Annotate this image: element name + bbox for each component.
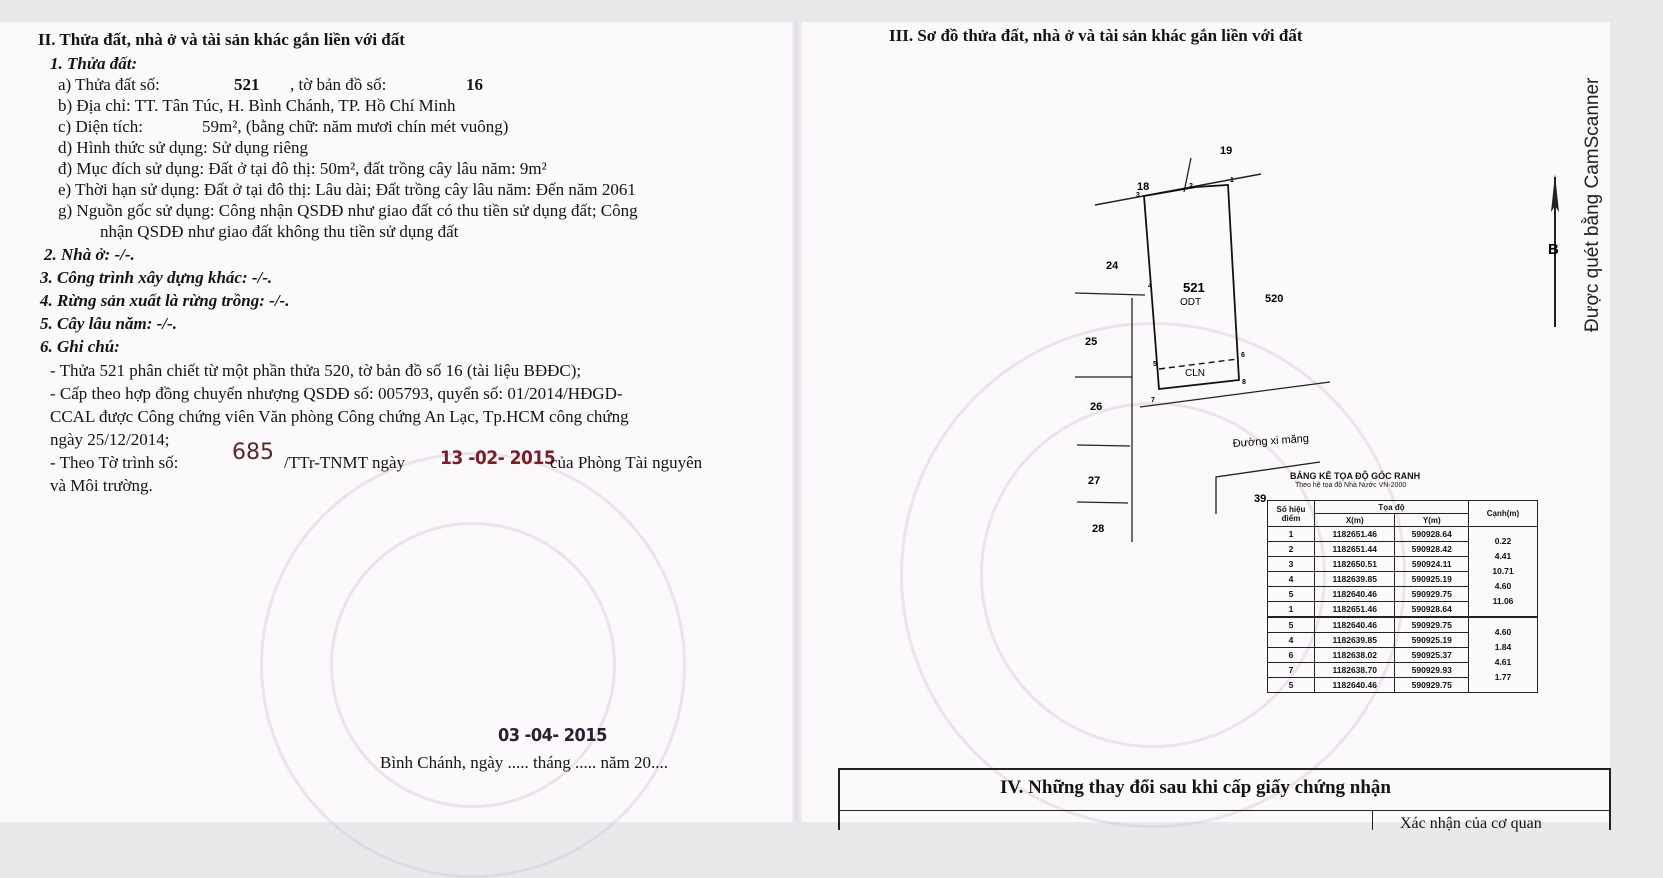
map-sheet-label: , tờ bản đồ số: [290, 75, 387, 94]
note-3-label: - Theo Tờ trình số: [50, 453, 179, 472]
y-coord-cell: 590928.64 [1395, 527, 1469, 542]
scanner-watermark: Được quét bằng CamScanner [1582, 77, 1603, 332]
edge-length: 0.22 [1494, 536, 1512, 546]
header-edge: Cạnh(m) [1469, 501, 1538, 527]
point-id-cell: 2 [1268, 542, 1315, 557]
note-1: - Thửa 521 phân chiết từ một phần thửa 520, tờ bản đồ số 16 (tài liệu BĐĐC); [50, 361, 582, 380]
coordinate-table [1267, 500, 1538, 693]
date-stamp-signing: 03 -04- 2015 [498, 725, 607, 746]
coordinate-table-subtitle: Theo hệ tọa độ Nhà Nước VN-2000 [1295, 482, 1407, 489]
edge-lengths-cell [1469, 527, 1538, 618]
signing-place-date: Bình Chánh, ngày ..... tháng ..... năm 20.... [380, 753, 669, 772]
parcel-sketch-map [1020, 102, 1350, 535]
neighbor-label: 39 [1254, 493, 1267, 505]
edge-length: 4.41 [1494, 551, 1512, 561]
point-id-cell: 1 [1268, 527, 1315, 542]
neighbor-label: 28 [1092, 523, 1105, 535]
y-coord-cell: 590929.75 [1395, 678, 1469, 693]
x-coord-cell: 1182639.85 [1315, 572, 1395, 587]
y-coord-cell: 590929.75 [1395, 617, 1469, 633]
notes-section-title: 6. Ghi chú: [40, 337, 120, 356]
usage-origin-line2: nhận QSDĐ như giao đất không thu tiền sử dụng đất [100, 222, 459, 241]
section-ii-heading: II. Thửa đất, nhà ở và tài sản khác gắn liền với đất [38, 30, 405, 49]
x-coord-cell: 1182650.51 [1315, 557, 1395, 572]
point-id-cell: 1 [1268, 602, 1315, 618]
section-iv-divider [840, 810, 1609, 811]
point-label: 7 [1151, 397, 1155, 404]
boundary-line [1077, 502, 1128, 503]
perennial-trees-section: 5. Cây lâu năm: -/-. [40, 314, 177, 333]
edge-length: 4.60 [1494, 581, 1512, 591]
address-line: b) Địa chỉ: TT. Tân Túc, H. Bình Chánh, TP. Hồ Chí Minh [58, 96, 456, 115]
y-coord-cell: 590925.19 [1395, 572, 1469, 587]
point-label: 3 [1136, 192, 1140, 199]
area-label: c) Diện tích: [58, 117, 143, 136]
edge-length: 11.06 [1492, 596, 1514, 606]
parcel-number-label: a) Thửa đất số: [58, 75, 160, 94]
x-coord-cell: 1182638.70 [1315, 663, 1395, 678]
x-coord-cell: 1182651.44 [1315, 542, 1395, 557]
y-coord-cell: 590924.11 [1395, 557, 1469, 572]
land-use-label: ODT [1180, 297, 1202, 308]
road-edge-line [1140, 382, 1330, 407]
road-label: Đường xi măng [1232, 432, 1310, 450]
usage-term: e) Thời hạn sử dụng: Đất ở tại đô thị: Lâu dài; Đất trồng cây lâu năm: Đến năm 2061 [58, 180, 636, 199]
neighbor-label: 19 [1220, 145, 1233, 157]
point-id-cell: 4 [1268, 572, 1315, 587]
neighbor-label: 27 [1088, 475, 1101, 487]
table-row [1268, 527, 1538, 542]
boundary-line [1075, 293, 1145, 295]
point-id-cell: 7 [1268, 663, 1315, 678]
x-coord-cell: 1182651.46 [1315, 602, 1395, 618]
neighbor-label: 25 [1085, 336, 1098, 348]
point-id-cell: 3 [1268, 557, 1315, 572]
section-iv-box [838, 768, 1611, 830]
point-label: 2 [1189, 183, 1193, 190]
point-id-cell: 5 [1268, 678, 1315, 693]
usage-purpose: đ) Mục đích sử dụng: Đất ở tại đô thị: 50m², đất trồng cây lâu năm: 9m² [58, 159, 547, 178]
usage-origin-line1: g) Nguồn gốc sử dụng: Công nhận QSDĐ như giao đất có thu tiền sử dụng đất; Công [58, 201, 638, 220]
point-id-cell: 5 [1268, 617, 1315, 633]
x-coord-cell: 1182640.46 [1315, 617, 1395, 633]
edge-length: 10.71 [1492, 566, 1514, 576]
ownership-form: d) Hình thức sử dụng: Sử dụng riêng [58, 138, 309, 157]
section-iii-heading: III. Sơ đồ thửa đất, nhà ở và tài sản khác gắn liền với đất [889, 26, 1303, 45]
edge-length: 4.60 [1494, 627, 1512, 637]
y-coord-cell: 590925.19 [1395, 633, 1469, 648]
edge-length: 4.61 [1494, 657, 1512, 667]
boundary-line [1077, 445, 1130, 446]
date-stamp-report: 13 -02- 2015 [440, 447, 556, 469]
edge-length: 1.84 [1494, 642, 1512, 652]
neighbor-label: 18 [1137, 181, 1150, 193]
y-coord-cell: 590925.37 [1395, 648, 1469, 663]
other-construction-section: 3. Công trình xây dựng khác: -/-. [40, 268, 273, 287]
north-arrow [1538, 172, 1572, 332]
y-coord-cell: 590928.64 [1395, 602, 1469, 618]
note-2-line1: - Cấp theo hợp đồng chuyển nhượng QSDĐ số: 005793, quyển số: 01/2014/HĐGD- [50, 384, 623, 403]
area-value: 59m², (bằng chữ: năm mươi chín mét vuông) [202, 117, 509, 136]
neighbor-label: 520 [1265, 293, 1284, 305]
y-coord-cell: 590928.42 [1395, 542, 1469, 557]
header-x: X(m) [1315, 514, 1395, 527]
certificate-page [0, 22, 1610, 832]
table-row [1268, 617, 1538, 633]
cln-label: CLN [1185, 368, 1206, 379]
house-section: 2. Nhà ở: -/-. [44, 245, 135, 264]
x-coord-cell: 1182638.02 [1315, 648, 1395, 663]
x-coord-cell: 1182639.85 [1315, 633, 1395, 648]
section-iv-heading: IV. Những thay đổi sau khi cấp giấy chứng nhận [1000, 777, 1391, 798]
point-label: 1 [1230, 177, 1234, 184]
neighbor-label: 26 [1090, 401, 1103, 413]
point-id-cell: 4 [1268, 633, 1315, 648]
neighbor-label: 24 [1106, 260, 1119, 272]
y-coord-cell: 590929.93 [1395, 663, 1469, 678]
x-coord-cell: 1182640.46 [1315, 587, 1395, 602]
land-parcel-title: 1. Thửa đất: [50, 54, 138, 73]
edge-lengths-cell [1469, 617, 1538, 693]
section-iv-subheading: Xác nhận của cơ quan [1400, 815, 1542, 832]
header-coord: Tọa độ [1315, 501, 1469, 514]
note-2-line3: ngày 25/12/2014; [50, 430, 170, 449]
page-spine [792, 22, 802, 822]
point-label: 5 [1153, 361, 1157, 368]
map-sheet-number: 16 [466, 75, 483, 94]
point-label: 8 [1242, 379, 1246, 386]
north-label: B [1548, 241, 1559, 258]
parcel-number: 521 [234, 75, 260, 94]
coordinate-table-title: BẢNG KÊ TỌA ĐỘ GÓC RANH [1290, 471, 1421, 481]
note-3-end: của Phòng Tài nguyên [550, 453, 703, 472]
x-coord-cell: 1182640.46 [1315, 678, 1395, 693]
note-3-line2: và Môi trường. [50, 476, 153, 495]
handwritten-report-number: 685 [232, 440, 274, 465]
x-coord-cell: 1182651.46 [1315, 527, 1395, 542]
note-2-line2: CCAL được Công chứng viên Văn phòng Công chứng An Lạc, Tp.HCM công chứng [50, 407, 629, 426]
note-3-mid: /TTr-TNMT ngày [284, 453, 406, 472]
forest-section: 4. Rừng sản xuất là rừng trồng: -/-. [40, 291, 290, 310]
y-coord-cell: 590929.75 [1395, 587, 1469, 602]
point-id-cell: 5 [1268, 587, 1315, 602]
section-iv-divider [1372, 810, 1373, 830]
header-point: Số hiệu điểm [1268, 501, 1315, 527]
edge-length: 1.77 [1494, 672, 1512, 682]
point-label: 6 [1241, 352, 1245, 359]
point-id-cell: 6 [1268, 648, 1315, 663]
parcel-label: 521 [1183, 280, 1205, 295]
point-label: 4 [1148, 283, 1152, 290]
header-y: Y(m) [1395, 514, 1469, 527]
